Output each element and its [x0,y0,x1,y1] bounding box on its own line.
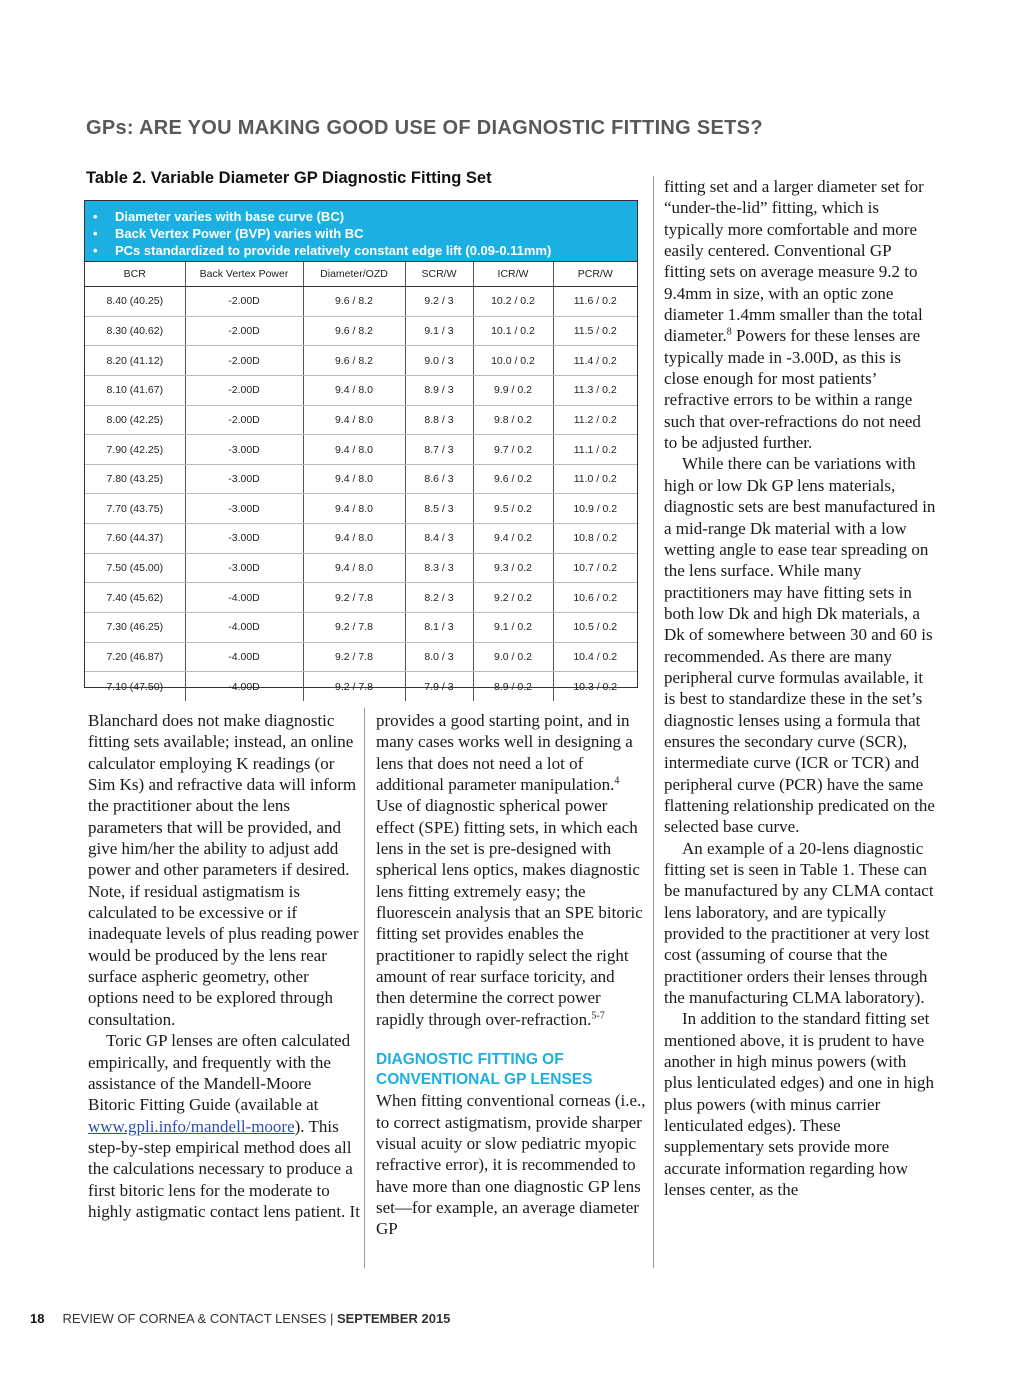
cell-scr: 8.9 / 3 [405,375,473,405]
cell-bcr: 8.20 (41.12) [85,346,185,376]
cell-diameter: 9.4 / 8.0 [303,524,405,554]
cell-scr: 8.4 / 3 [405,524,473,554]
cell-bvp: -4.00D [185,613,303,643]
mandell-moore-link[interactable]: www.gpli.info/mandell-moore [88,1116,295,1136]
paragraph-text: Use of diagnostic spherical power effect (SPE) fitting sets, in which each lens in the set is pre-designed with spherical lens optics, makes diagnostic lens fitting extremely easy; the fluorescein analysis that an SPE bitoric fitting set provides enables the practitioner to rapidly select the right amount of rear surface toricity, and then determine the correct power rapidly through over-refraction. [376,796,643,1029]
cell-pcr: 11.3 / 0.2 [553,375,637,405]
cell-diameter: 9.2 / 7.8 [303,613,405,643]
table-row [85,346,637,376]
cell-diameter: 9.2 / 7.8 [303,583,405,613]
cell-scr: 7.9 / 3 [405,672,473,701]
paragraph [376,710,648,1030]
cell-pcr: 11.1 / 0.2 [553,435,637,465]
cell-bcr: 8.00 (42.25) [85,405,185,435]
paragraph: While there can be variations with high or low Dk GP lens materials, diagnostic sets are best manufactured in a mid-range Dk material with a low wetting angle to ease tear spreading on the lens surface. While many practitioners may have fitting sets in both low Dk and high Dk materials, a Dk of somewhere between 30 and 60 is recommended. As there are many peripheral curve formulas available, it is best to standardize these in the set’s diagnostic lenses using a formula that ensures the secondary curve (SCR), intermediate curve (ICR or TCR) and peripheral curve (PCR) have the same flattening relationship predicated on the selected base curve. [664,454,936,837]
cell-diameter: 9.6 / 8.2 [303,316,405,346]
cell-diameter: 9.6 / 8.2 [303,287,405,317]
cell-bvp: -3.00D [185,464,303,494]
cell-diameter: 9.2 / 7.8 [303,642,405,672]
cell-icr: 9.1 / 0.2 [473,613,553,643]
cell-icr: 9.0 / 0.2 [473,642,553,672]
table-body [85,287,637,701]
cell-pcr: 10.4 / 0.2 [553,642,637,672]
reference-superscript: 8 [726,326,732,338]
cell-pcr: 10.7 / 0.2 [553,553,637,583]
column-header-icr: ICR/W [473,262,553,287]
cell-scr: 9.2 / 3 [405,287,473,317]
cell-bcr: 7.50 (45.00) [85,553,185,583]
cell-diameter: 9.2 / 7.8 [303,672,405,701]
cell-scr: 8.5 / 3 [405,494,473,524]
column-header-bvp: Back Vertex Power [185,262,303,287]
cell-bcr: 7.30 (46.25) [85,613,185,643]
fitting-set-table [84,200,638,693]
column-header-diameter: Diameter/OZD [303,262,405,287]
page-footer [30,1311,450,1326]
cell-pcr: 10.8 / 0.2 [553,524,637,554]
reference-superscript: 5-7 [591,1010,605,1022]
table-row [85,613,637,643]
table-caption: Table 2. Variable Diameter GP Diagnostic Fitting Set [86,169,492,187]
cell-scr: 8.6 / 3 [405,464,473,494]
table-row [85,316,637,346]
table-row [85,553,637,583]
cell-bcr: 7.90 (42.25) [85,435,185,465]
banner-bullet: • Diameter varies with base curve (BC) [93,209,345,224]
banner-bullet: • PCs standardized to provide relatively constant edge lift (0.09-0.11mm) [93,243,552,258]
cell-bcr: 8.10 (41.67) [85,375,185,405]
cell-bvp: -4.00D [185,672,303,701]
cell-pcr: 11.6 / 0.2 [553,287,637,317]
cell-bcr: 7.70 (43.75) [85,494,185,524]
cell-bvp: -2.00D [185,346,303,376]
cell-diameter: 9.4 / 8.0 [303,405,405,435]
cell-bvp: -4.00D [185,642,303,672]
cell-scr: 8.7 / 3 [405,435,473,465]
cell-icr: 9.9 / 0.2 [473,375,553,405]
cell-scr: 8.3 / 3 [405,553,473,583]
cell-pcr: 11.0 / 0.2 [553,464,637,494]
cell-pcr: 10.9 / 0.2 [553,494,637,524]
cell-scr: 8.1 / 3 [405,613,473,643]
cell-bvp: -2.00D [185,316,303,346]
banner-bullet-text: Back Vertex Power (BVP) varies with BC [115,226,364,241]
cell-bcr: 7.80 (43.25) [85,464,185,494]
cell-bcr: 8.40 (40.25) [85,287,185,317]
paragraph [88,1030,360,1222]
banner-bullet-text: Diameter varies with base curve (BC) [115,209,345,224]
cell-pcr: 11.4 / 0.2 [553,346,637,376]
column-header-bcr: BCR [85,262,185,287]
cell-diameter: 9.4 / 8.0 [303,494,405,524]
cell-scr: 9.1 / 3 [405,316,473,346]
publication-name: REVIEW OF CORNEA & CONTACT LENSES | [62,1311,337,1326]
paragraph: In addition to the standard fitting set mentioned above, it is prudent to have another in high minus powers (with plus lenticulated edges) and one in high plus powers (with minus carrier lenticulated edges). These supplementary sets provide more accurate information regarding how lenses center, as the [664,1009,935,1200]
paragraph-text: Powers for these lenses are typically made in -3.00D, as this is close enough for most patients’ refractive errors to be within a range such that over-refractions do not need to be adjusted further. [664,326,921,453]
cell-icr: 8.9 / 0.2 [473,672,553,701]
cell-bvp: -3.00D [185,553,303,583]
reference-superscript: 4 [614,775,620,787]
cell-bcr: 8.30 (40.62) [85,316,185,346]
banner-bullet: • Back Vertex Power (BVP) varies with BC [93,226,364,241]
cell-scr: 8.0 / 3 [405,642,473,672]
cell-icr: 10.0 / 0.2 [473,346,553,376]
cell-icr: 10.1 / 0.2 [473,316,553,346]
fitting-table [85,262,637,701]
text-column-3 [664,176,936,1201]
cell-icr: 9.7 / 0.2 [473,435,553,465]
paragraph [664,176,936,453]
cell-diameter: 9.4 / 8.0 [303,553,405,583]
cell-pcr: 10.6 / 0.2 [553,583,637,613]
cell-pcr: 11.5 / 0.2 [553,316,637,346]
cell-icr: 9.3 / 0.2 [473,553,553,583]
column-divider [364,708,365,1268]
paragraph-text: Toric GP lenses are often calculated empirically, and frequently with the assistance of the Mandell-Moore Bitoric Fitting Guide (available at [88,1031,351,1115]
table-banner [85,201,637,262]
cell-icr: 10.2 / 0.2 [473,287,553,317]
cell-diameter: 9.4 / 8.0 [303,375,405,405]
banner-bullet-text: PCs standardized to provide relatively constant edge lift (0.09-0.11mm) [115,243,552,258]
paragraph: Blanchard does not make diagnostic fitting sets available; instead, an online calculator employing K readings (or Sim Ks) and refractive data will inform the practitioner about the lens parameters that will be provided, and give him/her the ability to adjust add power and other parameters if desired. Note, if residual astigmatism is calculated to be excessive or if inadequate levels of plus reading power would be produced by the lens rear surface aspheric geometry, other options need to be explored through consultation. [88,711,359,1029]
cell-scr: 8.8 / 3 [405,405,473,435]
cell-bvp: -2.00D [185,287,303,317]
paragraph: When fitting conventional corneas (i.e., to correct astigmatism, provide sharper visual acuity or slow pediatric myopic refractive error), it is recommended to have more than one diagnostic GP lens set—for example, an average diameter GP [376,1091,646,1239]
table-row [85,494,637,524]
column-header-pcr: PCR/W [553,262,637,287]
paragraph: An example of a 20-lens diagnostic fitting set is seen in Table 1. These can be manufactured by any CLMA contact lens laboratory, and are typically provided to the practitioner at very lost cost (assuming of course that the practitioner orders their lenses through the manufacturing CLMA laboratory). [664,838,934,1008]
column-header-scr: SCR/W [405,262,473,287]
table-row [85,435,637,465]
cell-bvp: -3.00D [185,435,303,465]
cell-icr: 9.2 / 0.2 [473,583,553,613]
cell-pcr: 11.2 / 0.2 [553,405,637,435]
table-row [85,672,637,701]
paragraph-text: ). This step-by-step empirical method does all the calculations necessary to produce a first bitoric lens for the moderate to highly astigmatic contact lens patient. It [88,1116,360,1221]
paragraph-text: provides a good starting point, and in many cases works well in designing a lens that does not need a lot of additional parameter manipulation. [376,711,633,795]
cell-icr: 9.5 / 0.2 [473,494,553,524]
section-heading: DIAGNOSTIC FITTING OF CONVENTIONAL GP LENSES [376,1051,593,1089]
page-header-title: GPs: ARE YOU MAKING GOOD USE OF DIAGNOSTIC FITTING SETS? [86,117,763,139]
column-divider [653,176,654,1268]
page-number: 18 [30,1311,45,1326]
cell-diameter: 9.4 / 8.0 [303,464,405,494]
table-header-row [85,262,637,287]
issue-date: SEPTEMBER 2015 [336,1311,451,1326]
cell-icr: 9.4 / 0.2 [473,524,553,554]
cell-icr: 9.6 / 0.2 [473,464,553,494]
table-row [85,405,637,435]
table-row [85,287,637,317]
cell-bvp: -3.00D [185,494,303,524]
text-column-1 [88,710,360,1222]
cell-diameter: 9.4 / 8.0 [303,435,405,465]
table-row [85,583,637,613]
cell-bvp: -2.00D [185,405,303,435]
cell-icr: 9.8 / 0.2 [473,405,553,435]
cell-pcr: 10.3 / 0.2 [573,680,618,693]
table-row [85,642,637,672]
cell-scr: 9.0 / 3 [405,346,473,376]
cell-diameter: 9.6 / 8.2 [303,346,405,376]
cell-bcr: 7.20 (46.87) [85,642,185,672]
cell-bvp: -4.00D [185,583,303,613]
cell-bcr: 7.10 (47.50) [85,672,185,701]
cell-bcr: 7.40 (45.62) [85,583,185,613]
paragraph-text: fitting set and a larger diameter set for “under-the-lid” fitting, which is typically more comfortable and more easily centered. Conventional GP fitting sets on average measure 9.2 to 9.4mm in size, with an optic zone diameter 1.4mm smaller than the total diameter. [664,177,924,346]
cell-bvp: -3.00D [185,524,303,554]
cell-bcr: 7.60 (44.37) [85,524,185,554]
table-row [85,375,637,405]
cell-scr: 8.2 / 3 [405,583,473,613]
cell-bvp: -2.00D [185,375,303,405]
table-row [85,524,637,554]
cell-pcr: 10.5 / 0.2 [553,613,637,643]
table-row [85,464,637,494]
text-column-2 [376,710,648,1240]
